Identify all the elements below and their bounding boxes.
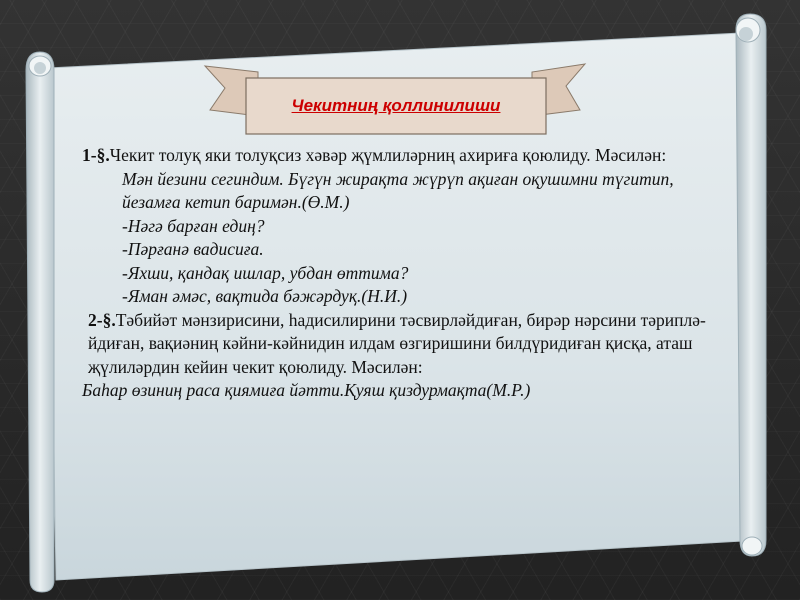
example-2: -Нәгә барған едиң? xyxy=(122,215,265,236)
title-box xyxy=(246,78,546,134)
section-2-text: Тәбийәт мәнзирисини, һадисилирини тәсвирләйдиған, бирәр нәрсини тәрипләйдиған, вақиәниң кәйни-кәйнидин илдам өзгиришини билдүридиған қисқа, аташ җүлиләрдин кейин чекит қоюлиду. Мәсилән: xyxy=(88,309,706,377)
example-1: Мән йезини сегиндим. Бүгүн жирақта жүрүп ақиған оқушимни түгитип, йезамға кетип баримән.(Ө.М.) xyxy=(122,168,674,212)
example-3: -Пәрғанә вадисиға. xyxy=(122,239,264,259)
example-4: -Яхши, қандақ ишлар, убдан өттима? xyxy=(122,262,409,283)
section-1-number: 1-§. xyxy=(82,145,110,165)
section-1-text: Чекит толуқ яки толуқсиз хәвәр җүмлиләрниң ахириға қоюлиду. Мәсилән: xyxy=(109,145,667,165)
body-text xyxy=(82,144,732,403)
slide-title: Чекитниң қоллинилиши xyxy=(291,96,501,115)
section-2 xyxy=(82,309,732,380)
section-1 xyxy=(82,144,732,168)
section-2-example: Баһар өзиниң раса қиямиға йәтти.Қуяш қиздурмақта(М.Р.) xyxy=(82,380,531,400)
section-2-number: 2-§. xyxy=(88,309,116,330)
example-5: -Яман әмәс, вақтида бәжәрдуқ.(Н.И.) xyxy=(122,286,408,306)
